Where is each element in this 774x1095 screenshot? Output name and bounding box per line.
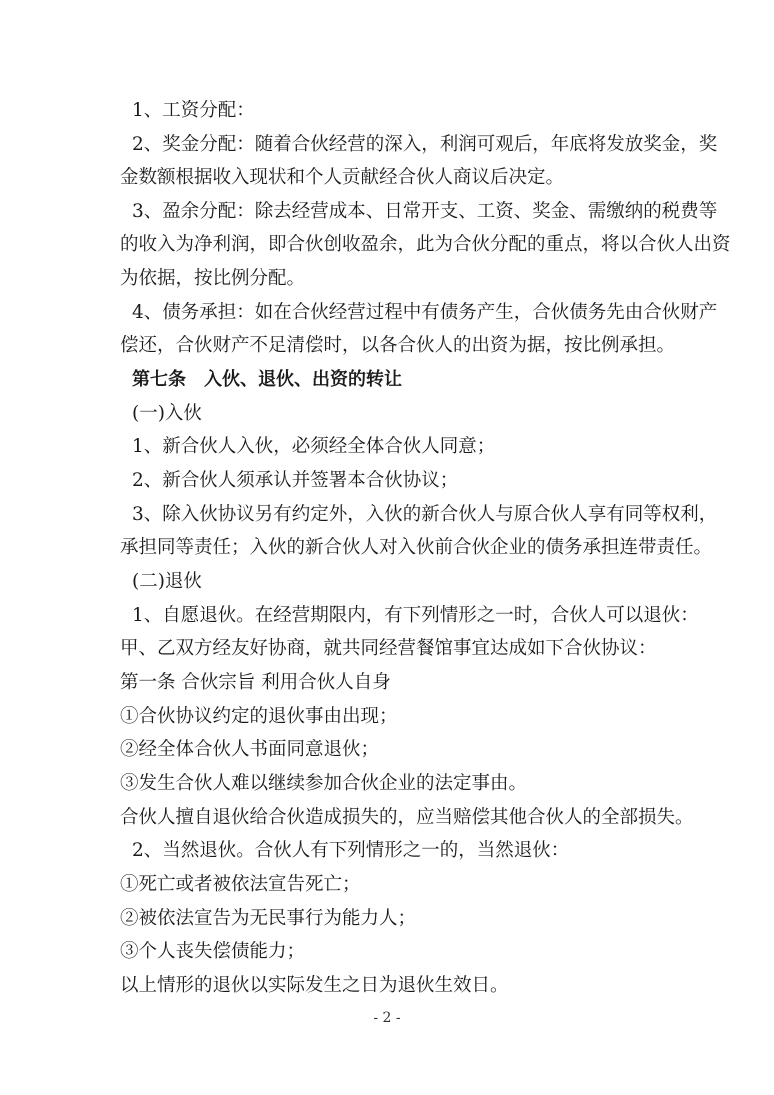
clause-wage-distribution: 1、工资分配：: [132, 100, 255, 121]
automatic-condition-2: ②被依法宣告为无民事行为能力人；: [120, 908, 417, 929]
section-withdrawal-heading: (二)退伙: [132, 571, 202, 592]
section-joining-heading: (一)入伙: [132, 403, 202, 424]
joining-item-2: 2、新合伙人须承认并签署本合伙协议；: [132, 470, 459, 491]
withdrawal-automatic: 2、当然退伙。合伙人有下列情形之一的，当然退伙：: [132, 840, 570, 861]
withdrawal-condition-3: ③发生合伙人难以继续参加合伙企业的法定事由。: [120, 773, 528, 794]
article-seven-heading: 第七条 入伙、退伙、出资的转让: [132, 369, 402, 390]
automatic-condition-1: ①死亡或者被依法宣告死亡；: [120, 874, 361, 895]
clause-debt-bearing: 4、债务承担：如在合伙经营过程中有债务产生，合伙债务先由合伙财产: [132, 302, 718, 323]
clause-surplus-distribution-end: 为依据，按比例分配。: [120, 268, 306, 289]
clause-bonus-distribution: 2、奖金分配：随着合伙经营的深入，利润可观后，年底将发放奖金，奖: [132, 134, 718, 155]
unauthorized-withdrawal-liability: 合伙人擅自退伙给合伙造成损失的，应当赔偿其他合伙人的全部损失。: [120, 807, 694, 828]
withdrawal-condition-1: ①合伙协议约定的退伙事由出现；: [120, 706, 398, 727]
page-number: - 2 -: [373, 1010, 401, 1026]
clause-surplus-distribution-cont: 的收入为净利润，即合伙创收盈余，此为合伙分配的重点，将以合伙人出资: [120, 234, 731, 255]
clause-bonus-distribution-cont: 金数额根据收入现状和个人贡献经合伙人商议后决定。: [120, 167, 565, 188]
clause-debt-bearing-cont: 偿还，合伙财产不足清偿时，以各合伙人的出资为据，按比例承担。: [120, 335, 676, 356]
withdrawal-condition-2: ②经全体合伙人书面同意退伙；: [120, 739, 380, 760]
joining-item-3: 3、除入伙协议另有约定外，入伙的新合伙人与原合伙人享有同等权利，: [132, 504, 718, 525]
joining-item-1: 1、新合伙人入伙，必须经全体合伙人同意；: [132, 436, 496, 457]
withdrawal-effective-date: 以上情形的退伙以实际发生之日为退伙生效日。: [120, 975, 509, 996]
article-one-purpose: 第一条 合伙宗旨 利用合伙人自身: [120, 672, 391, 693]
partnership-preamble: 甲、乙双方经友好协商，就共同经营餐馆事宜达成如下合伙协议：: [120, 638, 657, 659]
withdrawal-voluntary: 1、自愿退伙。在经营期限内，有下列情形之一时，合伙人可以退伙：: [132, 605, 699, 626]
automatic-condition-3: ③个人丧失偿债能力；: [120, 941, 306, 962]
clause-surplus-distribution: 3、盈余分配：除去经营成本、日常开支、工资、奖金、需缴纳的税费等: [132, 201, 718, 222]
joining-item-3-cont: 承担同等责任；入伙的新合伙人对入伙前合伙企业的债务承担连带责任。: [120, 537, 713, 558]
